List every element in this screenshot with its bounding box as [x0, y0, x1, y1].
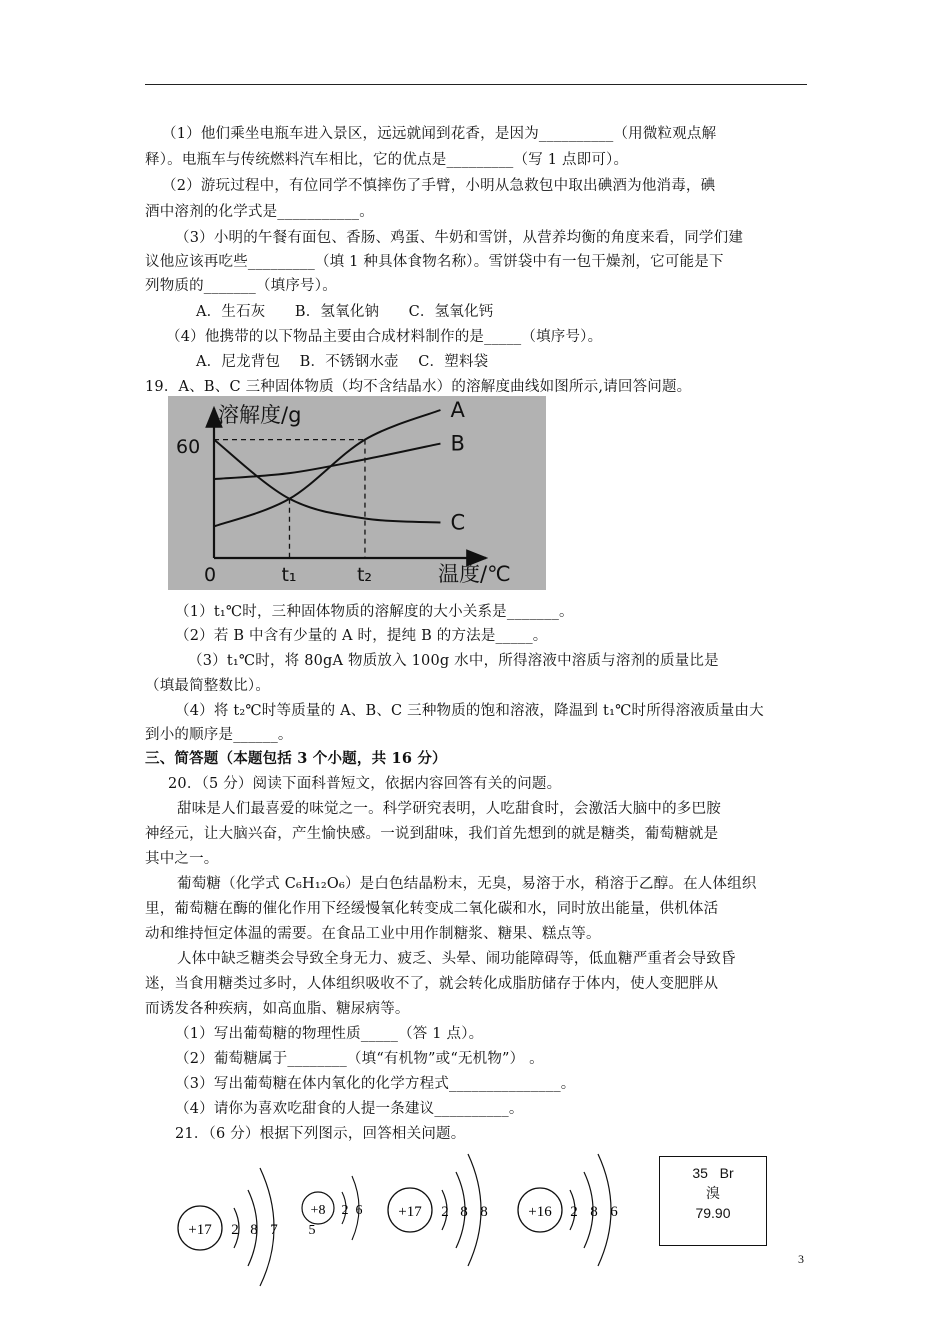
- q18-line-6: 议他应该再吃些_________（填 1 种具体食物名称）。雪饼袋中有一包干燥剂，它可能是下: [145, 254, 724, 270]
- q20-para2-line3: 动和维持恒定体温的需要。在食品工业中用作制糖浆、糖果、糕点等。: [145, 926, 601, 942]
- shell-electrons: 8: [480, 1204, 488, 1220]
- q20-para1-line1: 甜味是人们最喜爱的味觉之一。科学研究表明，人吃甜食时，会激活大脑中的多巴胺: [177, 801, 721, 817]
- q20-para3-line1: 人体中缺乏糖类会导致全身无力、疲乏、头晕、闹功能障碍等，低血糖严重者会导致昏: [177, 951, 736, 967]
- y-axis-label: 溶解度/g: [218, 403, 302, 427]
- series-label-A: A: [450, 398, 465, 422]
- x-tick-label: t₂: [356, 564, 373, 586]
- q20-question-4: （4）请你为喜欢吃甜食的人提一条建议__________。: [175, 1101, 524, 1117]
- nucleus-charge: +17: [398, 1204, 422, 1220]
- q20-para2-line1: 葡萄糖（化学式 C₆H₁₂O₆）是白色结晶粉末，无臭，易溶于水，稍溶于乙醇。在人体组织: [177, 876, 757, 892]
- page-number: 3: [798, 1252, 804, 1266]
- nucleus-charge: +8: [310, 1203, 326, 1218]
- shell-electrons: 8: [590, 1204, 598, 1220]
- atom-diagram-chlorine: [170, 1160, 290, 1294]
- q21-stem: 21．（6 分）根据下列图示，回答相关问题。: [175, 1126, 466, 1142]
- element-name: 溴: [706, 1185, 720, 1201]
- header-rule: [145, 84, 807, 85]
- shell-electrons: 2: [341, 1203, 349, 1218]
- shell-electrons: 8: [250, 1222, 258, 1238]
- q18-line-5: （3）小明的午餐有面包、香肠、鸡蛋、牛奶和雪饼，从营养均衡的角度来看，同学们建: [175, 230, 744, 246]
- q18-line-1: （1）他们乘坐电瓶车进入景区，远远就闻到花香，是因为__________（用微粒观点解: [162, 126, 717, 142]
- q18-line-7: 列物质的_______（填序号）。: [145, 278, 337, 294]
- nucleus-charge: +17: [188, 1222, 212, 1238]
- shell-electrons: 7: [270, 1222, 278, 1238]
- q19-line-2: （2）若 B 中含有少量的 A 时，提纯 B 的方法是_____。: [175, 628, 548, 644]
- q20-para1-line3: 其中之一。: [145, 851, 219, 867]
- shell-electrons: 2: [441, 1204, 449, 1220]
- q20-para3-line3: 而诱发各种疾病，如高血脂、糖尿病等。: [145, 1001, 410, 1017]
- q20-question-3: （3）写出葡萄糖在体内氧化的化学方程式_______________。: [175, 1076, 576, 1092]
- series-label-B: B: [450, 431, 465, 456]
- atomic-number: 35: [692, 1165, 708, 1181]
- element-symbol: Br: [719, 1165, 734, 1181]
- q19-stem: 19．A、B、C 三种固体物质（均不含结晶水）的溶解度曲线如图所示,请回答问题。: [145, 379, 692, 395]
- shell-electrons: 6: [610, 1204, 618, 1220]
- series-label-C: C: [450, 510, 466, 535]
- shell-electrons: 6: [355, 1203, 363, 1218]
- atom-diagram-chloride-ion: [382, 1150, 502, 1274]
- q20-para2-line2: 里，葡萄糖在酶的催化作用下经缓慢氧化转变成二氧化碳和水，同时放出能量，供机体活: [145, 901, 719, 917]
- q19-line-1: （1）t₁℃时，三种固体物质的溶解度的大小关系是_______。: [175, 604, 574, 620]
- atomic-mass: 79.90: [695, 1205, 731, 1221]
- curve-B: [214, 444, 440, 480]
- element-card-bromine: [659, 1156, 767, 1246]
- curve-C: [214, 440, 440, 523]
- solubility-chart: [168, 396, 546, 590]
- nucleus-charge: +16: [528, 1204, 552, 1220]
- q18-line-3: （2）游玩过程中，有位同学不慎摔伤了手臂，小明从急救包中取出碘酒为他消毒，碘: [162, 178, 716, 194]
- q18-line-9: （4）他携带的以下物品主要由合成材料制作的是_____（填序号）。: [166, 329, 603, 345]
- q19-line-5: （4）将 t₂℃时等质量的 A、B、C 三种物质的饱和溶液，降温到 t₁℃时所得溶液质量由大: [175, 703, 764, 719]
- q18-options-4: A．尼龙背包 B．不锈钢水壶 C．塑料袋: [196, 354, 489, 370]
- q20-para1-line2: 神经元，让大脑兴奋，产生愉快感。一说到甜味，我们首先想到的就是糖类，葡萄糖就是: [145, 826, 719, 842]
- q20-para3-line2: 迷，当食用糖类过多时，人体组织吸收不了，就会转化成脂肪储存于体内，使人变肥胖从: [145, 976, 719, 992]
- q18-options-3: A．生石灰 B．氢氧化钠 C．氢氧化钙: [196, 304, 494, 320]
- q18-line-4: 酒中溶剂的化学式是___________。: [145, 204, 374, 220]
- x-tick-label: t₁: [281, 564, 297, 586]
- shell-electrons: 2: [570, 1204, 578, 1220]
- stray-digit: 5: [308, 1223, 316, 1238]
- origin-label: 0: [204, 564, 217, 586]
- q20-question-1: （1）写出葡萄糖的物理性质_____（答 1 点）。: [175, 1026, 484, 1042]
- section-3-heading: 三、简答题（本题包括 3 个小题，共 16 分）: [145, 750, 447, 767]
- shell-electrons: 2: [231, 1222, 239, 1238]
- q20-question-2: （2）葡萄糖属于________（填“有机物”或“无机物”） 。: [175, 1051, 544, 1067]
- q19-line-6: 到小的顺序是______。: [145, 727, 293, 743]
- shell-electrons: 8: [460, 1204, 468, 1220]
- q19-line-3: （3）t₁℃时，将 80gA 物质放入 100g 水中，所得溶液中溶质与溶剂的质量比是: [188, 653, 719, 669]
- x-axis-label: 温度/℃: [438, 562, 511, 586]
- q19-line-4: （填最简整数比）。: [145, 678, 271, 694]
- q18-line-2: 释）。电瓶车与传统燃料汽车相比，它的优点是_________（写 1 点即可）。: [145, 152, 629, 168]
- atom-diagram-oxygen: [298, 1168, 378, 1262]
- atom-diagram-sulfur: [512, 1150, 632, 1274]
- q20-stem: 20．（5 分）阅读下面科普短文，依据内容回答有关的问题。: [168, 776, 562, 792]
- solubility-chart-svg: [168, 396, 546, 590]
- y-tick-60: 60: [176, 436, 201, 458]
